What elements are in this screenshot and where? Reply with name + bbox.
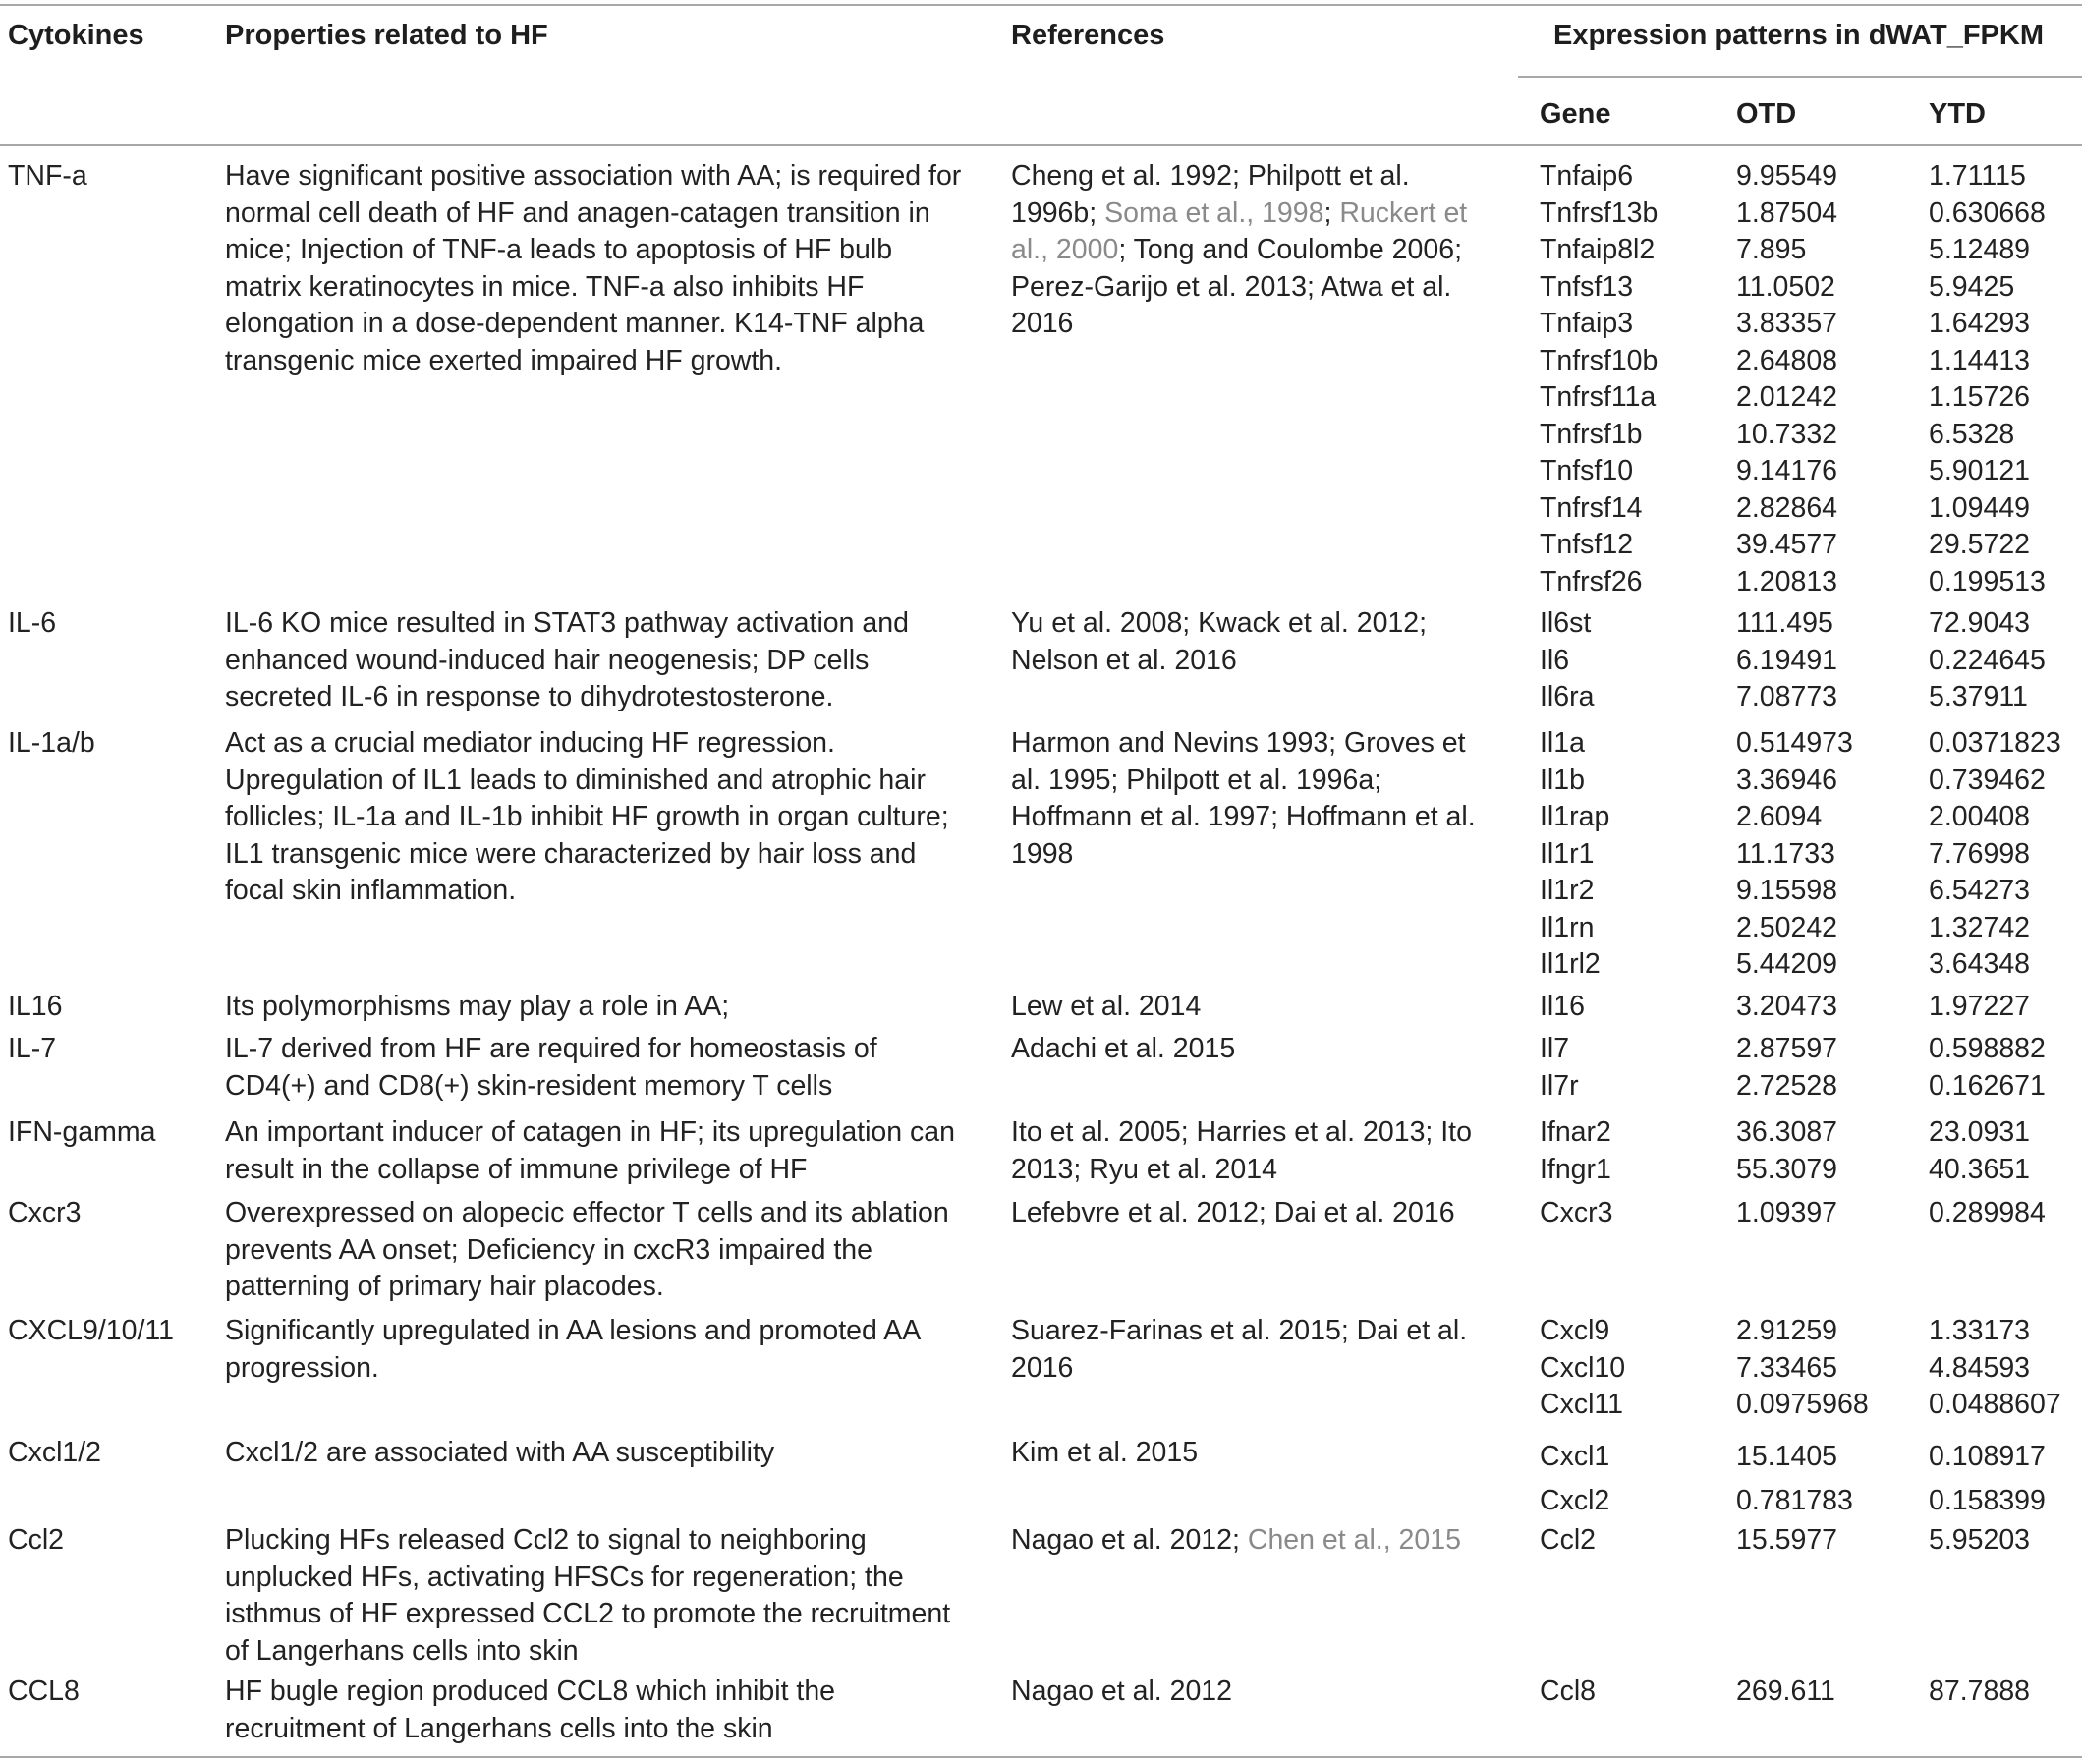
ytd-column <box>1929 725 2076 984</box>
references-text <box>1011 1522 1492 1560</box>
references-text <box>1011 725 1492 873</box>
ytd-value: 2.00408 <box>1929 801 2031 832</box>
reference-text: Suarez-Farinas et al. 2015; Dai et al. 2016 <box>1011 1315 1468 1384</box>
gene-name: Il16 <box>1540 991 1585 1022</box>
gene-name: Il1rl2 <box>1540 948 1601 980</box>
gene-name: Tnfrsf11a <box>1540 381 1657 413</box>
reference-text: Lew et al. 2014 <box>1011 991 1202 1022</box>
table-bottom-rule <box>0 1756 2082 1758</box>
ytd-value: 6.54273 <box>1929 875 2031 906</box>
ytd-column <box>1929 1114 2076 1188</box>
ytd-value: 29.5722 <box>1929 529 2031 560</box>
otd-value: 5.44209 <box>1736 948 1838 980</box>
ytd-value: 0.199513 <box>1929 565 2046 597</box>
ytd-column <box>1929 158 2076 600</box>
property-text: Act as a crucial mediator inducing HF regression. Upregulation of IL1 leads to diminished and atrophic hair follicles; IL-1a and IL-1b inhibit HF growth in organ culture; IL1 transgenic mice were characterized by hair loss and focal skin inflammation. <box>225 727 949 906</box>
gene-name: Il1r2 <box>1540 875 1595 906</box>
otd-value: 39.4577 <box>1736 529 1838 560</box>
otd-column <box>1736 1522 1923 1560</box>
ytd-column <box>1929 605 2076 716</box>
ytd-value: 0.598882 <box>1929 1033 2046 1064</box>
ytd-value: 5.37911 <box>1929 681 2028 712</box>
reference-text: ; Tong and Coulombe 2006; Perez-Garijo et al. 2013; Atwa et al. 2016 <box>1011 234 1462 339</box>
property-text: IL-6 KO mice resulted in STAT3 pathway activation and enhanced wound-induced hair neogenesis; DP cells secreted IL-6 in response to dihydrotestosterone. <box>225 607 909 712</box>
otd-value: 7.08773 <box>1736 681 1838 712</box>
ytd-value: 72.9043 <box>1929 607 2031 639</box>
header-bottom-rule <box>0 144 2082 146</box>
genes-column <box>1540 1674 1716 1711</box>
references-text <box>1011 1114 1492 1188</box>
genes-column <box>1540 989 1716 1026</box>
ytd-value: 0.224645 <box>1929 644 2046 676</box>
otd-value: 1.09397 <box>1736 1197 1838 1228</box>
gene-name: Cxcr3 <box>1540 1197 1613 1228</box>
ytd-value: 0.162671 <box>1929 1069 2046 1102</box>
otd-column <box>1736 1313 1923 1424</box>
expression-subheader-rule <box>1518 76 2082 78</box>
ytd-value: 5.9425 <box>1929 270 2015 303</box>
ytd-value: 0.739462 <box>1929 764 2046 796</box>
ytd-value: 1.14413 <box>1929 344 2031 376</box>
otd-value: 10.7332 <box>1736 418 1838 450</box>
gene-name: Il7 <box>1540 1033 1570 1064</box>
ytd-column <box>1929 1313 2076 1424</box>
otd-value: 55.3079 <box>1736 1153 1838 1185</box>
genes-column <box>1540 1031 1716 1105</box>
reference-link[interactable]: Chen et al., 2015 <box>1247 1524 1461 1556</box>
ytd-value: 4.84593 <box>1929 1351 2031 1384</box>
property-text: Significantly upregulated in AA lesions and promoted AA progression. <box>225 1315 920 1384</box>
otd-value: 1.87504 <box>1736 197 1838 229</box>
ytd-value: 0.0488607 <box>1929 1389 2061 1420</box>
otd-value: 15.5977 <box>1736 1524 1838 1556</box>
genes-column <box>1540 1114 1716 1188</box>
references-text <box>1011 1674 1492 1711</box>
gene-name: Tnfrsf13b <box>1540 197 1659 229</box>
gene-name: Tnfaip8l2 <box>1540 234 1656 265</box>
otd-value: 1.20813 <box>1736 565 1838 597</box>
property-text: Overexpressed on alopecic effector T cells and its ablation prevents AA onset; Deficiency in cxcR3 impaired the patterning of primary hair placodes. <box>225 1197 949 1302</box>
ytd-column <box>1929 1435 2076 1523</box>
reference-text: Ito et al. 2005; Harries et al. 2013; Ito 2013; Ryu et al. 2014 <box>1011 1116 1472 1185</box>
ytd-value: 1.33173 <box>1929 1315 2031 1346</box>
gene-name: Ccl2 <box>1540 1524 1597 1556</box>
references-text <box>1011 1435 1492 1472</box>
otd-value: 6.19491 <box>1736 644 1838 676</box>
cytokine-name: IL16 <box>8 991 63 1022</box>
references-text <box>1011 1195 1492 1232</box>
ytd-value: 0.630668 <box>1929 197 2046 229</box>
ytd-value: 1.71115 <box>1929 160 2026 192</box>
otd-value: 3.36946 <box>1736 764 1838 796</box>
reference-text: ; <box>1323 197 1340 229</box>
otd-column <box>1736 1674 1923 1711</box>
cytokine-name: TNF-a <box>8 160 87 192</box>
property-text: Its polymorphisms may play a role in AA; <box>225 991 730 1022</box>
ytd-value: 0.108917 <box>1929 1441 2046 1472</box>
references-text <box>1011 605 1492 679</box>
ytd-column <box>1929 989 2076 1026</box>
otd-value: 2.01242 <box>1736 381 1838 413</box>
gene-name: Il6ra <box>1540 681 1595 712</box>
otd-value: 2.72528 <box>1736 1069 1838 1102</box>
ytd-value: 5.12489 <box>1929 234 2031 265</box>
otd-value: 7.895 <box>1736 234 1807 265</box>
gene-name: Tnfaip6 <box>1540 160 1634 192</box>
otd-value: 7.33465 <box>1736 1351 1838 1384</box>
cytokine-name: CCL8 <box>8 1676 80 1707</box>
otd-value: 2.64808 <box>1736 344 1838 376</box>
cytokine-name: Cxcr3 <box>8 1197 82 1228</box>
reference-text: Harmon and Nevins 1993; Groves et al. 1995; Philpott et al. 1996a; Hoffmann et al. 1997; Hoffmann et al. 1998 <box>1011 727 1476 870</box>
gene-name: Il1r1 <box>1540 837 1595 870</box>
otd-value: 2.6094 <box>1736 801 1823 832</box>
cytokine-name: Cxcl1/2 <box>8 1437 102 1468</box>
ytd-value: 0.0371823 <box>1929 727 2061 759</box>
property-text: An important inducer of catagen in HF; its upregulation can result in the collapse of immune privilege of HF <box>225 1116 956 1185</box>
reference-text: Cheng et al. 1992; Philpott et al. 1996b; <box>1011 160 1410 229</box>
header-ytd: YTD <box>1929 98 1986 130</box>
ytd-value: 87.7888 <box>1929 1676 2031 1707</box>
gene-name: Ifnar2 <box>1540 1116 1611 1148</box>
otd-value: 0.0975968 <box>1736 1389 1869 1420</box>
ytd-column <box>1929 1522 2076 1560</box>
otd-value: 9.14176 <box>1736 455 1838 486</box>
ytd-value: 7.76998 <box>1929 837 2031 870</box>
gene-name: Tnfrsf10b <box>1540 344 1659 376</box>
genes-column <box>1540 1195 1716 1232</box>
reference-link[interactable]: Ruckert et al., 2000 <box>1011 197 1468 265</box>
gene-name: Ccl8 <box>1540 1676 1597 1707</box>
otd-column <box>1736 158 1923 600</box>
references-text <box>1011 158 1492 343</box>
otd-value: 111.495 <box>1736 607 1833 639</box>
ytd-value: 5.95203 <box>1929 1524 2031 1556</box>
otd-value: 2.82864 <box>1736 491 1838 524</box>
otd-value: 0.514973 <box>1736 727 1853 759</box>
gene-name: Cxcl2 <box>1540 1485 1610 1516</box>
gene-name: Tnfsf10 <box>1540 455 1634 486</box>
header-expression: Expression patterns in dWAT_FPKM <box>1553 20 2044 51</box>
gene-name: Cxcl1 <box>1540 1441 1610 1472</box>
otd-value: 269.611 <box>1736 1676 1835 1707</box>
header-gene: Gene <box>1540 98 1611 130</box>
genes-column <box>1540 158 1716 600</box>
property-text: IL-7 derived from HF are required for homeostasis of CD4(+) and CD8(+) skin-resident memory T cells <box>225 1033 877 1102</box>
otd-column <box>1736 1114 1923 1188</box>
otd-value: 2.91259 <box>1736 1315 1838 1346</box>
otd-value: 2.50242 <box>1736 911 1838 943</box>
otd-value: 36.3087 <box>1736 1116 1838 1148</box>
cytokine-name: IFN-gamma <box>8 1116 156 1148</box>
property-text: Plucking HFs released Ccl2 to signal to neighboring unplucked HFs, activating HFSCs for regeneration; the isthmus of HF expressed CCL2 to promote the recruitment of Langerhans cells into skin <box>225 1524 951 1667</box>
reference-text: Adachi et al. 2015 <box>1011 1033 1236 1064</box>
otd-column <box>1736 989 1923 1026</box>
references-text <box>1011 989 1492 1026</box>
otd-value: 0.781783 <box>1736 1485 1853 1516</box>
cytokine-name: IL-1a/b <box>8 727 95 759</box>
ytd-column <box>1929 1674 2076 1711</box>
ytd-value: 0.158399 <box>1929 1485 2046 1516</box>
header-references: References <box>1011 20 1165 51</box>
ytd-value: 1.32742 <box>1929 911 2031 943</box>
reference-text: Lefebvre et al. 2012; Dai et al. 2016 <box>1011 1197 1455 1228</box>
otd-column <box>1736 605 1923 716</box>
property-text: HF bugle region produced CCL8 which inhibit the recruitment of Langerhans cells into the skin <box>225 1676 836 1744</box>
otd-column <box>1736 1031 1923 1105</box>
cytokine-name: IL-6 <box>8 607 57 639</box>
cytokine-name: Ccl2 <box>8 1524 65 1556</box>
header-cytokines: Cytokines <box>8 20 144 51</box>
gene-name: Tnfaip3 <box>1540 308 1634 339</box>
reference-text: Yu et al. 2008; Kwack et al. 2012; Nelson et al. 2016 <box>1011 607 1428 676</box>
ytd-column <box>1929 1195 2076 1232</box>
otd-value: 11.0502 <box>1736 270 1835 303</box>
property-text: Cxcl1/2 are associated with AA susceptibility <box>225 1437 775 1468</box>
otd-value: 9.95549 <box>1736 160 1838 192</box>
genes-column <box>1540 1435 1716 1523</box>
otd-value: 11.1733 <box>1736 837 1835 870</box>
ytd-value: 1.64293 <box>1929 308 2031 339</box>
genes-column <box>1540 1313 1716 1424</box>
gene-name: Il1rn <box>1540 911 1595 943</box>
cytokine-name: IL-7 <box>8 1033 57 1064</box>
reference-text: Kim et al. 2015 <box>1011 1437 1199 1468</box>
header-properties: Properties related to HF <box>225 20 548 51</box>
gene-name: Cxcl11 <box>1540 1389 1623 1420</box>
header-otd: OTD <box>1736 98 1797 130</box>
gene-name: Il7r <box>1540 1069 1579 1102</box>
reference-text: Nagao et al. 2012 <box>1011 1676 1233 1707</box>
cytokine-name: CXCL9/10/11 <box>8 1315 174 1346</box>
otd-value: 15.1405 <box>1736 1441 1838 1472</box>
gene-name: Il6 <box>1540 644 1570 676</box>
genes-column <box>1540 725 1716 984</box>
gene-name: Ifngr1 <box>1540 1153 1611 1185</box>
ytd-value: 1.09449 <box>1929 491 2031 524</box>
reference-link[interactable]: Soma et al., 1998 <box>1104 197 1324 229</box>
gene-name: Tnfsf13 <box>1540 270 1634 303</box>
gene-name: Cxcl9 <box>1540 1315 1610 1346</box>
ytd-value: 1.15726 <box>1929 381 2031 413</box>
ytd-value: 5.90121 <box>1929 455 2031 486</box>
otd-value: 3.83357 <box>1736 308 1838 339</box>
gene-name: Cxcl10 <box>1540 1351 1626 1384</box>
gene-name: Il1rap <box>1540 801 1610 832</box>
ytd-value: 23.0931 <box>1929 1116 2031 1148</box>
otd-column <box>1736 1435 1923 1523</box>
ytd-value: 0.289984 <box>1929 1197 2046 1228</box>
reference-text: Nagao et al. 2012; <box>1011 1524 1248 1556</box>
ytd-column <box>1929 1031 2076 1105</box>
ytd-value: 1.97227 <box>1929 991 2031 1022</box>
gene-name: Tnfrsf14 <box>1540 491 1643 524</box>
otd-column <box>1736 725 1923 984</box>
genes-column <box>1540 1522 1716 1560</box>
ytd-value: 3.64348 <box>1929 948 2031 980</box>
gene-name: Tnfrsf1b <box>1540 418 1643 450</box>
otd-value: 3.20473 <box>1736 991 1838 1022</box>
gene-name: Il1b <box>1540 764 1585 796</box>
references-text <box>1011 1031 1492 1068</box>
gene-name: Tnfrsf26 <box>1540 565 1643 597</box>
otd-column <box>1736 1195 1923 1232</box>
gene-name: Tnfsf12 <box>1540 529 1634 560</box>
otd-value: 9.15598 <box>1736 875 1838 906</box>
property-text: Have significant positive association with AA; is required for normal cell death of HF and anagen-catagen transition in mice; Injection of TNF-a leads to apoptosis of HF bulb matrix keratinocytes in mice. TNF-a also inhibits HF elongation in a dose-dependent manner. K14-TNF alpha transgenic mice exerted impaired HF growth. <box>225 160 962 376</box>
genes-column <box>1540 605 1716 716</box>
ytd-value: 6.5328 <box>1929 418 2015 450</box>
gene-name: Il1a <box>1540 727 1585 759</box>
references-text <box>1011 1313 1492 1387</box>
ytd-value: 40.3651 <box>1929 1153 2031 1185</box>
otd-value: 2.87597 <box>1736 1033 1838 1064</box>
gene-name: Il6st <box>1540 607 1592 639</box>
table-top-rule <box>0 4 2082 6</box>
